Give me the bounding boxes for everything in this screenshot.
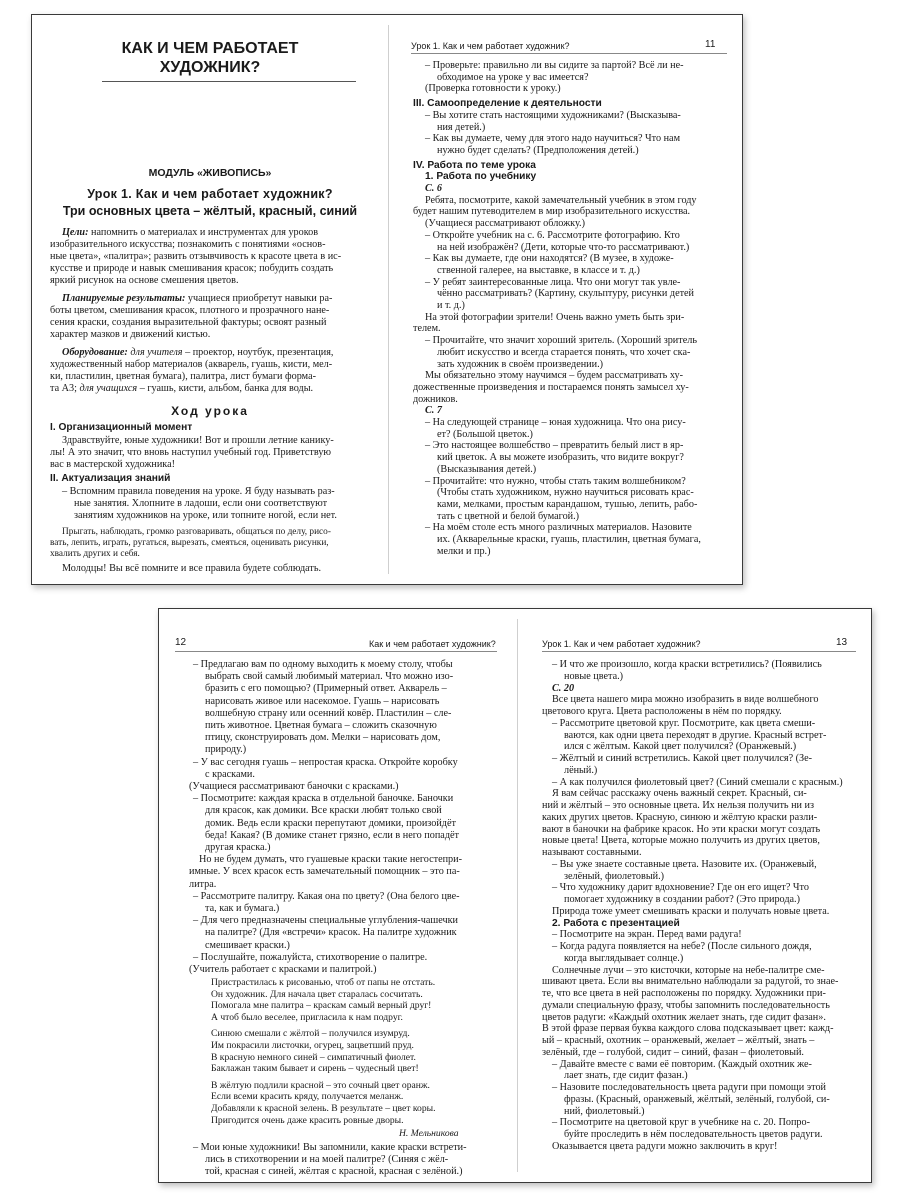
chapter-title-line-1: КАК И ЧЕМ РАБОТАЕТ	[121, 40, 299, 57]
running-header: Урок 1. Как и чем работает художник?	[542, 639, 701, 649]
module-heading: МОДУЛЬ «ЖИВОПИСЬ»	[148, 167, 272, 179]
body-line: занятиям художников на уроке, или топните ногой, если нет.	[74, 510, 337, 521]
body-line: – А как получился фиолетовый цвет? (Синий смешали с красным.)	[552, 776, 843, 788]
header-rule	[411, 53, 727, 54]
body-line: – Послушайте, пожалуйста, стихотворение о палитре.	[193, 951, 428, 963]
lesson-course-heading: Ход урока	[171, 404, 249, 418]
page-number: 11	[705, 39, 716, 50]
body-line: те, что все цвета в ней расположены по порядку. Художники при-	[542, 988, 826, 999]
results-line: сения краски, создания выразительной фактуры; освоят разный	[50, 317, 327, 328]
body-line: – Проверьте: правильно ли вы сидите за партой? Всё ли не-	[425, 60, 684, 71]
body-line: домик. Ведь если краски перепутают домики, произойдёт	[205, 817, 456, 829]
body-line: шивают цвета. Если вы внимательно наблюдали за радугой, то знае-	[542, 976, 839, 988]
body-line: Здравствуйте, юные художники! Вот и прошли летние канику-	[62, 435, 334, 446]
equipment-line: ки, пластилин, цветная бумага), палитра, лист бумаги форма-	[50, 371, 316, 382]
body-line: Все цвета нашего мира можно изобразить в виде волшебного	[552, 694, 819, 706]
body-line: Ребята, посмотрите, какой замечательный учебник в этом году	[425, 194, 697, 206]
poem-line: Пристрастилась к рисованью, чтоб от папы не отстать.	[211, 977, 436, 988]
body-line: обходимое на уроке у вас имеется?	[437, 71, 589, 83]
body-line: Я вам сейчас расскажу очень важный секрет. Красный, си-	[552, 788, 807, 800]
poem-line: А чтоб было веселее, пригласила к нам подруг.	[211, 1011, 403, 1023]
page-reference: С. 6	[425, 183, 442, 194]
body-line: на палитре? (Для «встречи» красок. На палитре художник	[205, 927, 457, 939]
poem-line: Если всеми красить кряду, получается меланж.	[211, 1091, 404, 1103]
page-11	[389, 15, 742, 584]
body-line: вас в мастерской художника!	[50, 459, 175, 470]
small-text-line: вать, лепить, играть, ругаться, вырезать, смеяться, оценивать рисунки,	[50, 538, 329, 548]
equipment-line: та А3;	[50, 383, 77, 394]
poem-line: Добавляли к красной зелень. В результате – цвет коры.	[211, 1103, 436, 1114]
body-line: (Высказывания детей.)	[437, 463, 537, 475]
poem-author: Н. Мельникова	[399, 1128, 459, 1139]
body-line: нарисовать живое или насекомое. Гуашь – нарисовать	[205, 695, 440, 707]
page-10	[32, 15, 388, 584]
body-line: – Жёлтый и синий встретились. Какой цвет получился? (Зе-	[552, 753, 813, 764]
body-line: В этой фразе первая буква каждого слова подсказывает цвет: кажд-	[542, 1023, 834, 1035]
chapter-title-line-2: ХУДОЖНИК?	[159, 59, 261, 76]
body-line: – На следующей странице – юная художница. Что она рису-	[425, 417, 686, 428]
body-line: будет нашим путеводителем в мир изобразительного искусства.	[413, 206, 691, 218]
body-line: – Предлагаю вам по одному выходить к моему столу, чтобы	[193, 659, 453, 670]
body-line: – Вы хотите стать настоящими художниками? (Высказыва-	[425, 109, 681, 121]
body-line: зелёный, фиолетовый.)	[564, 870, 665, 882]
equipment-students-label: для учащихся	[79, 383, 138, 394]
goals-line: напомнить о материалах и инструментах для уроков	[91, 227, 319, 238]
poem-line: Синюю смешали с жёлтой – получился изумруд.	[211, 1028, 410, 1040]
body-line: смешивает краски.)	[205, 939, 290, 951]
body-line: новые цвета! Цвета, которые можно получить из других цветов,	[542, 835, 820, 847]
body-line: (Учащиеся рассматривают баночки с красками.)	[189, 781, 399, 792]
body-line: кий цветок. А вы можете изобразить, что видите вокруг?	[437, 452, 684, 464]
body-line: – Вы уже знаете составные цвета. Назовите их. (Оранжевый,	[552, 858, 817, 870]
body-line: называют составными.	[542, 847, 642, 858]
body-line: ками, мелками, простым карандашом, тушью, лепить, рабо-	[437, 498, 698, 510]
body-line: (Чтобы стать художником, нужно научиться рисовать крас-	[437, 487, 694, 499]
body-line: Но не будем думать, что гуашевые краски такие негостепри-	[199, 854, 462, 866]
body-line: – У ребят заинтересованные лица. Что они могут так увле-	[425, 276, 681, 288]
body-line: ные занятия. Хлопните в ладоши, если они соответствуют	[74, 498, 328, 509]
body-line: чённо рассматривать? (Картину, скульптуру, рисунки детей	[437, 288, 695, 300]
body-line: – Для чего предназначены специальные углубления-чашечки	[193, 915, 458, 927]
body-line: – Назовите последовательность цвета радуги при помощи этой	[552, 1082, 826, 1093]
textbook-spread-pages-10-11	[31, 14, 743, 585]
equipment-teacher-label: для учителя	[130, 347, 183, 358]
body-line: когда выглядывает солнце.)	[564, 952, 684, 964]
body-line: нужно будет сделать? (Предположения детей.)	[437, 144, 639, 156]
body-line: цветов радуги: «Каждый охотник желает знать, где сидит фазан».	[542, 1011, 826, 1023]
body-line: Солнечные лучи – это кисточки, которые на небе-палитре сме-	[552, 964, 825, 976]
body-line: – Посмотрите: каждая краска в отдельной баночке. Баночки	[193, 793, 454, 805]
section-heading: IV. Работа по теме урока	[413, 159, 536, 171]
poem-line: Баклажан таким бывает и сирень – чудесный цвет!	[211, 1063, 419, 1075]
body-line: лись в стихотворении и на моей палитре? (Синяя с жёл-	[205, 1154, 449, 1166]
poem-line: Он художник. Для начала цвет старалась сосчитать.	[211, 988, 423, 1000]
body-line: – Мои юные художники! Вы запомнили, какие краски встрети-	[193, 1142, 467, 1153]
body-line: – Посмотрите на цветовой круг в учебнике на с. 20. Попро-	[552, 1117, 810, 1129]
body-line: с красками.	[205, 768, 255, 780]
body-line: зелёный, где – голубой, сидит – синий, фазан – фиолетовый.	[542, 1046, 804, 1058]
goals-line: кусстве и природе и навык смешивания красок; побудить создать	[50, 263, 334, 274]
body-line: помогает художнику в создании работ? (Это природа.)	[564, 894, 800, 905]
body-line: – Вспомним правила поведения на уроке. Я буду называть раз-	[62, 486, 335, 497]
body-line: – Как вы думаете, где они находятся? (В музее, в художе-	[425, 253, 674, 265]
body-line: Молодцы! Вы всё помните и все правила будете соблюдать.	[62, 563, 322, 574]
body-line: (Учитель работает с красками и палитрой.)	[189, 964, 377, 975]
body-line: литра.	[189, 878, 217, 890]
goals-line: яркий рисунок на основе смешения цветов.	[50, 275, 239, 286]
page-number: 13	[836, 637, 848, 648]
body-line: – Рассмотрите цветовой круг. Посмотрите, как цвета смеши-	[552, 717, 816, 729]
body-line: тать с цветной и белой бумагой.)	[437, 510, 580, 522]
body-line: Оказывается цвета радуги можно заключить в круг!	[552, 1140, 778, 1152]
body-line: имные. У всех красок есть замечательный помощник – это па-	[189, 866, 460, 878]
page-12	[159, 609, 517, 1182]
body-line: цветового круга. Цвета расположены в нём по порядку.	[542, 706, 782, 717]
body-line: новые цвета.)	[564, 670, 624, 682]
title-underline	[102, 81, 356, 82]
body-line: мелки и пр.)	[437, 545, 491, 557]
body-line: пить животное. Цветная бумага – сложить сказочную	[205, 720, 437, 731]
results-line: боты цветом, смешивания красок, плотного и прозрачного нане-	[50, 305, 330, 316]
poem-line: Пригодится очень даже красить ровные дворы.	[211, 1114, 404, 1126]
body-line: буйте проследить в нём последовательность цветов радуги.	[564, 1129, 823, 1140]
body-line: – На моём столе есть много различных материалов. Назовите	[425, 522, 692, 534]
body-line: – Прочитайте: что нужно, чтобы стать таким волшебником?	[425, 475, 686, 487]
body-line: их. (Акварельные краски, гуашь, пластилин, цветная бумага,	[437, 534, 701, 545]
body-line: беда! Какая? (В домике станет грязно, если в него попадёт	[205, 829, 459, 841]
body-line: телем.	[413, 323, 441, 335]
subsection-heading: 2. Работа с презентацией	[552, 917, 680, 929]
lesson-heading: Урок 1. Как и чем работает художник?	[87, 187, 333, 201]
equipment-label: Оборудование:	[62, 347, 128, 358]
poem-line: В красную немного синей – симпатичный фиолет.	[211, 1051, 416, 1063]
body-line: лёный.)	[564, 764, 598, 776]
body-line: птицу, сконструировать дом. Мелки – нарисовать дом,	[205, 732, 441, 744]
subsection-heading: 1. Работа по учебнику	[425, 171, 537, 183]
body-line: волшебную страну или осенний ковёр. Пластилин – сле-	[205, 707, 452, 719]
body-line: ния детей.)	[437, 121, 486, 133]
body-line: любит искусство и всегда старается понять, что хочет ска-	[437, 346, 691, 358]
body-line: дожественные произведения и постараемся понять замысел ху-	[413, 381, 689, 393]
body-line: другая краска.)	[205, 842, 271, 853]
running-header: Как и чем работает художник?	[369, 639, 496, 649]
body-line: ый – красный, охотник – оранжевый, желает – жёлтый, знать –	[542, 1035, 815, 1046]
section-heading: I. Организационный момент	[50, 422, 193, 433]
body-line: (Проверка готовности к уроку.)	[425, 83, 561, 95]
goals-label: Цели:	[62, 227, 89, 238]
equipment-line: художественный набор материалов (акварель, гуашь, кисти, мел-	[50, 359, 333, 370]
textbook-spread-pages-12-13	[158, 608, 872, 1183]
page-number: 12	[175, 637, 187, 648]
header-rule	[542, 651, 856, 652]
poem-line: Помогала мне палитра – краскам самый верный друг!	[211, 1000, 432, 1012]
results-label: Планируемые результаты:	[62, 293, 186, 304]
goals-line: изобразительного искусства; познакомить с понятиями «основ-	[50, 239, 326, 250]
body-line: дожников.	[413, 393, 458, 405]
equipment-line: – проектор, ноутбук, презентация,	[185, 347, 334, 358]
body-line: – У вас сегодня гуашь – непростая краска. Откройте коробку	[193, 756, 458, 768]
body-line: лает знать, где сидит фазан.)	[564, 1070, 688, 1082]
body-line: ственной галерее, на выставке, в классе и т. д.)	[437, 264, 640, 276]
body-line: лы! А это значит, что вновь наступил учебный год. Приветствую	[50, 447, 332, 458]
body-line: фразы. (Красный, оранжевый, жёлтый, зелёный, голубой, си-	[564, 1093, 830, 1105]
body-line: ний и жёлтый – это основные цвета. Их нельзя получить ни из	[542, 800, 815, 811]
small-text-line: Прыгать, наблюдать, громко разговаривать, общаться по делу, рисо-	[62, 527, 331, 537]
goals-line: ные цвета», «палитра»; развить отзывчивость к красоте цвета в ис-	[50, 251, 342, 262]
body-line: – Посмотрите на экран. Перед вами радуга!	[552, 929, 742, 941]
body-line: – Когда радуга появляется на небе? (После сильного дождя,	[552, 941, 812, 952]
body-line: Мы обязательно этому научимся – будем рассматривать ху-	[425, 370, 684, 382]
body-line: и т. д.)	[437, 300, 465, 311]
results-line: характер мазков и движений кистью.	[50, 329, 211, 340]
body-line: – Откройте учебник на с. 6. Рассмотрите фотографию. Кто	[425, 229, 680, 241]
results-line: учащиеся приобретут навыки ра-	[187, 293, 333, 304]
running-header: Урок 1. Как и чем работает художник?	[411, 41, 570, 51]
body-line: ет? (Большой цветок.)	[437, 428, 533, 440]
body-line: для красок, как домики. Все краски любят только свой	[205, 805, 442, 817]
body-line: ваются, как одни цвета переходят в другие. Красный встрет-	[564, 729, 827, 741]
body-line: На этой фотографии зрители! Очень важно уметь быть зри-	[425, 311, 685, 323]
body-line: – Рассмотрите палитру. Какая она по цвету? (Она белого цве-	[193, 890, 460, 902]
body-line: Природа тоже умеет смешивать краски и получать новые цвета.	[552, 905, 830, 917]
page-reference: С. 7	[425, 405, 442, 417]
poem-line: Им покрасили листочки, огурец, зацветший пруд.	[211, 1040, 414, 1051]
header-rule	[175, 651, 497, 652]
equipment-line: – гуашь, кисти, альбом, банка для воды.	[139, 383, 314, 394]
body-line: – Давайте вместе с вами её повторим. (Каждый охотник же-	[552, 1058, 812, 1070]
lesson-subheading: Три основных цвета – жёлтый, красный, синий	[62, 204, 358, 218]
body-line: вают в баночки на фабрике красок. Но эти краски могут создать	[542, 823, 821, 835]
body-line: выбрать свой самый любимый материал. Что можно изо-	[205, 671, 454, 683]
body-line: зать художник в своём произведении.)	[437, 358, 604, 370]
body-line: – Это настоящее волшебство – превратить белый лист в яр-	[425, 440, 684, 452]
body-line: на ней изображён? (Дети, которые что-то рассматривают.)	[437, 241, 690, 253]
body-line: – Как вы думаете, чему для этого надо научиться? Что нам	[425, 133, 681, 145]
body-line: – И что же произошло, когда краски встретились? (Появились	[552, 659, 822, 670]
body-line: бразить с его помощью? (Примерный ответ. Акварель –	[205, 683, 447, 695]
body-line: думали специальную фразу, чтобы запомнить последовательность	[542, 999, 830, 1011]
body-line: – Прочитайте, что значит хороший зритель. (Хороший зритель	[425, 335, 697, 347]
body-line: та, как и бумага.)	[205, 903, 280, 914]
body-line: природу.)	[205, 744, 247, 756]
body-line: каких других цветов. Красную, синюю и жёлтую краски разли-	[542, 811, 818, 823]
section-heading: II. Актуализация знаний	[50, 473, 171, 484]
body-line: той, красная с синей, жёлтая с красной, красная с зелёной.)	[205, 1166, 463, 1178]
small-text-line: хвалить других и себя.	[50, 549, 140, 559]
section-heading: III. Самоопределение к деятельности	[413, 98, 602, 110]
body-line: ний, фиолетовый.)	[564, 1105, 645, 1117]
body-line: (Учащиеся рассматривают обложку.)	[425, 218, 585, 230]
page-13	[518, 609, 871, 1182]
poem-line: В жёлтую подлили красной – это сочный цвет оранж.	[211, 1079, 430, 1091]
body-line: ился с жёлтым. Какой цвет получился? (Оранжевый.)	[564, 741, 797, 753]
page-reference: С. 20	[552, 682, 575, 694]
body-line: – Что художнику дарит вдохновение? Где он его ищет? Что	[552, 882, 809, 894]
